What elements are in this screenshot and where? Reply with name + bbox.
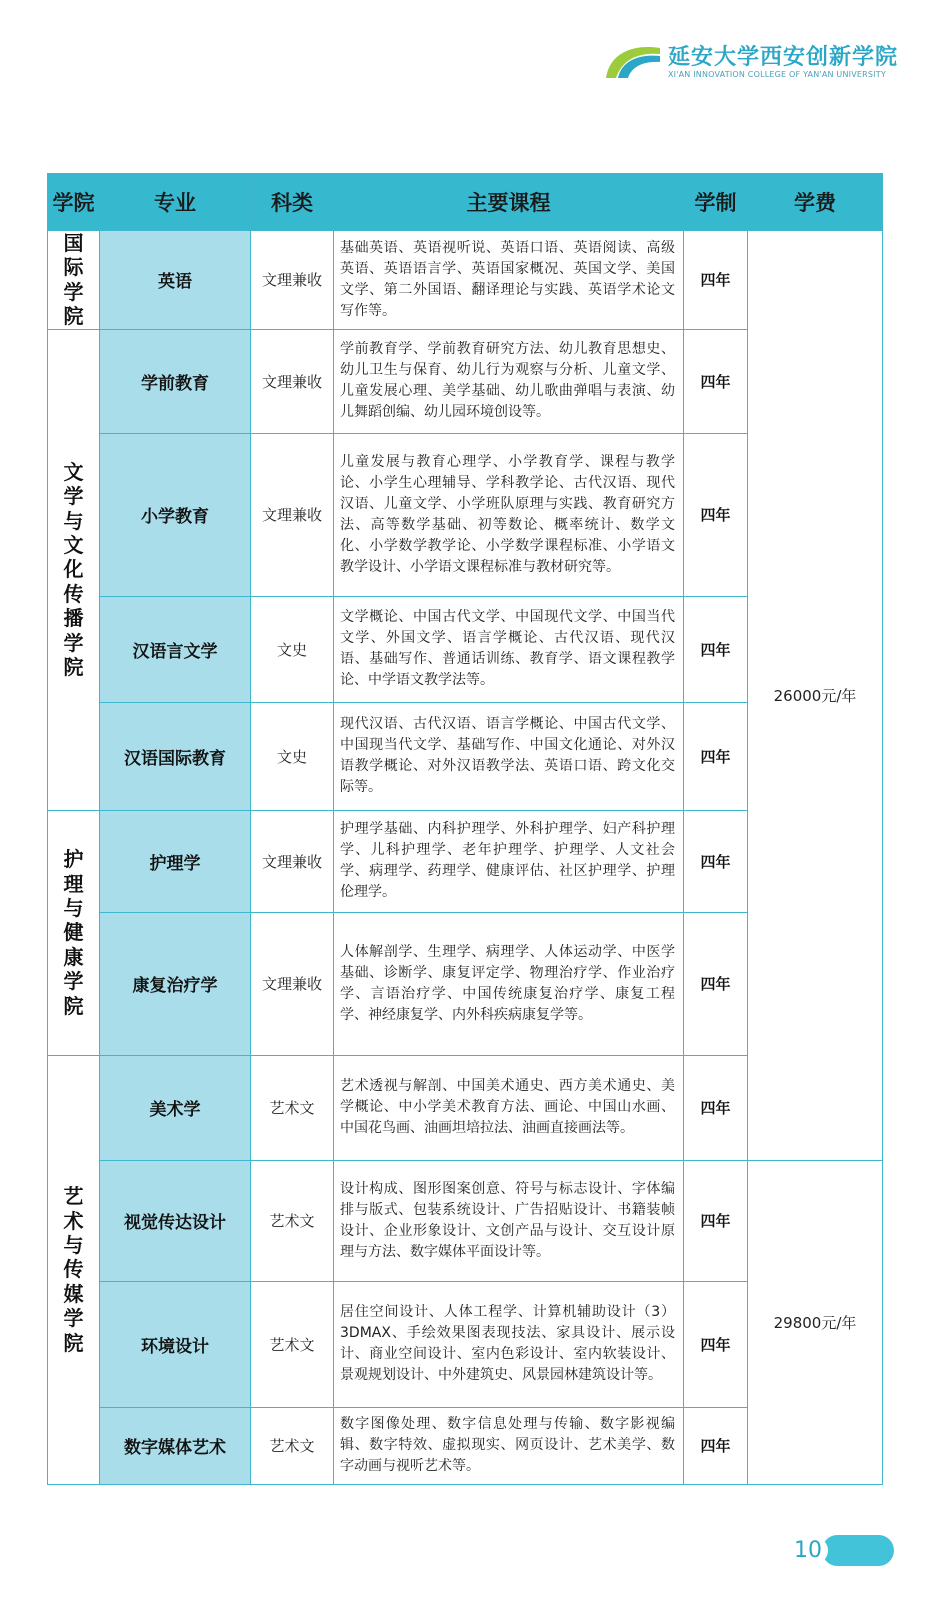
duration-cell: 四年 — [684, 433, 748, 596]
major-cell: 环境设计 — [100, 1281, 251, 1407]
courses-cell: 文学概论、中国古代文学、中国现代文学、中国当代文学、外国文学、语言学概论、古代汉语、现代汉语、基础写作、普通话训练、教育学、语文课程教学论、中学语文教学法等。 — [334, 596, 684, 702]
college-cell — [48, 329, 100, 810]
college-name-en: XI'AN INNOVATION COLLEGE OF YAN'AN UNIVERSITY — [668, 70, 886, 79]
duration-cell: 四年 — [684, 1281, 748, 1407]
header-courses: 主要课程 — [334, 174, 684, 231]
category-cell: 文理兼收 — [251, 433, 334, 596]
major-cell: 汉语言文学 — [100, 596, 251, 702]
category-cell: 文理兼收 — [251, 329, 334, 433]
courses-cell: 儿童发展与教育心理学、小学教育学、课程与教学论、小学生心理辅导、学科教学论、古代汉语、现代汉语、儿童文学、小学班队原理与实践、教育研究方法、高等数学基础、初等数论、概率统计、数学文化、小学数学教学论、小学数学课程标准、小学语文教学设计、小学语文课程标准与教材研究等。 — [334, 433, 684, 596]
table-row — [48, 231, 883, 330]
major-cell: 美术学 — [100, 1055, 251, 1160]
category-cell: 文史 — [251, 596, 334, 702]
duration-cell: 四年 — [684, 810, 748, 912]
major-cell: 英语 — [100, 231, 251, 330]
major-cell: 康复治疗学 — [100, 912, 251, 1055]
college-logo-icon — [604, 42, 664, 82]
major-cell: 数字媒体艺术 — [100, 1407, 251, 1484]
page-number: 10 — [792, 1537, 828, 1564]
header-logo — [604, 38, 904, 98]
fee-cell: 26000元/年 — [748, 231, 883, 1161]
table-header-row — [48, 174, 883, 231]
college-name: 艺术与传媒学院 — [63, 1184, 84, 1355]
duration-cell: 四年 — [684, 1055, 748, 1160]
category-cell: 艺术文 — [251, 1160, 334, 1281]
duration-cell: 四年 — [684, 596, 748, 702]
courses-cell: 艺术透视与解剖、中国美术通史、西方美术通史、美学概论、中小学美术教育方法、画论、中国山水画、中国花鸟画、油画坦培拉法、油画直接画法等。 — [334, 1055, 684, 1160]
major-cell: 护理学 — [100, 810, 251, 912]
page-number-badge — [792, 1535, 894, 1566]
college-cell — [48, 231, 100, 330]
program-table — [47, 173, 883, 1485]
college-name-cn: 延安大学西安创新学院 — [668, 44, 899, 70]
header-college: 学院 — [48, 174, 100, 231]
table-row — [48, 1160, 883, 1281]
fee-cell: 29800元/年 — [748, 1160, 883, 1484]
duration-cell: 四年 — [684, 1160, 748, 1281]
courses-cell: 设计构成、图形图案创意、符号与标志设计、字体编排与版式、包装系统设计、广告招贴设计、书籍装帧设计、企业形象设计、文创产品与设计、交互设计原理与方法、数字媒体平面设计等。 — [334, 1160, 684, 1281]
major-cell: 学前教育 — [100, 329, 251, 433]
header-fee: 学费 — [748, 174, 883, 231]
courses-cell: 学前教育学、学前教育研究方法、幼儿教育思想史、幼儿卫生与保育、幼儿行为观察与分析、儿童文学、儿童发展心理、美学基础、幼儿歌曲弹唱与表演、幼儿舞蹈创编、幼儿园环境创设等。 — [334, 329, 684, 433]
major-cell: 视觉传达设计 — [100, 1160, 251, 1281]
courses-cell: 数字图像处理、数字信息处理与传输、数字影视编辑、数字特效、虚拟现实、网页设计、艺术美学、数字动画与视听艺术等。 — [334, 1407, 684, 1484]
category-cell: 文理兼收 — [251, 810, 334, 912]
header-category: 科类 — [251, 174, 334, 231]
college-name: 文学与文化传播学院 — [63, 459, 84, 679]
category-cell: 艺术文 — [251, 1407, 334, 1484]
duration-cell: 四年 — [684, 329, 748, 433]
courses-cell: 居住空间设计、人体工程学、计算机辅助设计（3）3DMAX、手绘效果图表现技法、家具设计、展示设计、商业空间设计、室内色彩设计、室内软装设计、景观规划设计、中外建筑史、风景园林建筑设计等。 — [334, 1281, 684, 1407]
duration-cell: 四年 — [684, 1407, 748, 1484]
college-name: 国际学院 — [63, 231, 84, 329]
page-number-pill — [822, 1535, 894, 1566]
category-cell: 文理兼收 — [251, 231, 334, 330]
courses-cell: 基础英语、英语视听说、英语口语、英语阅读、高级英语、英语语言学、英语国家概况、英国文学、美国文学、第二外国语、翻译理论与实践、英语学术论文写作等。 — [334, 231, 684, 330]
category-cell: 艺术文 — [251, 1281, 334, 1407]
college-cell — [48, 1055, 100, 1484]
category-cell: 文史 — [251, 702, 334, 810]
duration-cell: 四年 — [684, 912, 748, 1055]
courses-cell: 人体解剖学、生理学、病理学、人体运动学、中医学基础、诊断学、康复评定学、物理治疗学、作业治疗学、言语治疗学、中国传统康复治疗学、康复工程学、神经康复学、内外科疾病康复学等。 — [334, 912, 684, 1055]
major-cell: 汉语国际教育 — [100, 702, 251, 810]
college-cell — [48, 810, 100, 1055]
header-duration: 学制 — [684, 174, 748, 231]
header-major: 专业 — [100, 174, 251, 231]
courses-cell: 现代汉语、古代汉语、语言学概论、中国古代文学、中国现当代文学、基础写作、中国文化通论、对外汉语教学概论、对外汉语教学法、英语口语、跨文化交际等。 — [334, 702, 684, 810]
college-name: 护理与健康学院 — [63, 847, 84, 1018]
courses-cell: 护理学基础、内科护理学、外科护理学、妇产科护理学、儿科护理学、老年护理学、护理学、人文社会学、病理学、药理学、健康评估、社区护理学、护理伦理学。 — [334, 810, 684, 912]
duration-cell: 四年 — [684, 702, 748, 810]
duration-cell: 四年 — [684, 231, 748, 330]
major-cell: 小学教育 — [100, 433, 251, 596]
category-cell: 艺术文 — [251, 1055, 334, 1160]
category-cell: 文理兼收 — [251, 912, 334, 1055]
